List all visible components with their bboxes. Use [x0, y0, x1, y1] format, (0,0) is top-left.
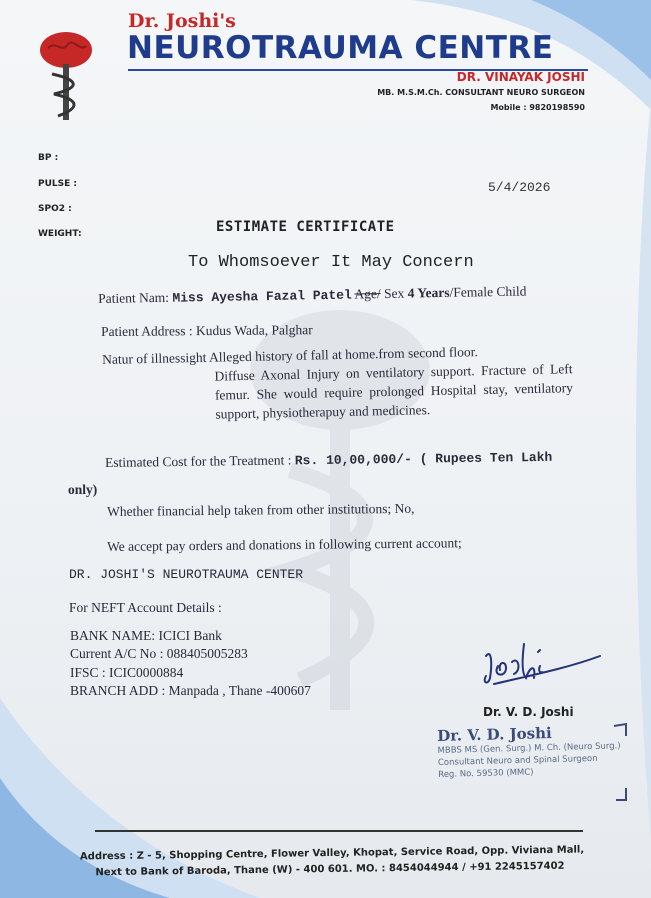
- footer-address-line1: Address : Z - 5, Shopping Centre, Flower Valley, Khopat, Service Road, Opp. Viviana Mall,: [79, 844, 585, 863]
- certificate-date: 5/4/2026: [488, 180, 551, 195]
- patient-name-label: Patient Nam:: [98, 289, 170, 306]
- accept-line: We accept pay orders and donations in following current account;: [107, 535, 462, 554]
- cost-value-continued: only): [68, 482, 98, 497]
- vital-pulse: PULSE :: [38, 179, 78, 189]
- brain-snake-logo-icon: [38, 30, 94, 122]
- stamp-name: Dr. V. D. Joshi: [437, 724, 552, 745]
- stamp-title: Consultant Neuro and Spinal Surgeon: [437, 753, 598, 768]
- doctor-name: DR. VINAYAK JOSHI: [456, 70, 585, 84]
- vital-spo2: SPO2 :: [38, 204, 72, 214]
- cost-line: [105, 449, 552, 471]
- illness-first-line: Natur of illnessight Alleged history of fall at home.from second floor.: [102, 344, 478, 367]
- account-name: DR. JOSHI'S NEUROTRAUMA CENTER: [69, 567, 304, 582]
- patient-gender: /Female Child: [449, 283, 527, 300]
- footer-address-line2: Next to Bank of Baroda, Thane (W) - 400 601. MO. : 8454044944 / +91 2245157402: [95, 860, 565, 879]
- salutation: To Whomsoever It May Concern: [188, 253, 474, 272]
- neft-heading: For NEFT Account Details :: [69, 600, 222, 615]
- stamp-qualifications: MBBS MS (Gen. Surg.) M. Ch. (Neuro Surg.): [437, 741, 621, 756]
- bank-branch: BRANCH ADD : Manpada , Thane -400607: [70, 683, 311, 698]
- bank-name: BANK NAME: ICICI Bank: [70, 628, 222, 643]
- patient-age: 4 Years: [407, 284, 450, 301]
- illness-description: [102, 340, 573, 426]
- stamp-registration: Reg. No. 59530 (MMC): [438, 767, 534, 780]
- patient-address-line: [101, 322, 313, 340]
- brand-title: NEUROTRAUMA CENTRE: [127, 30, 554, 66]
- patient-address-label: Patient Address :: [101, 323, 193, 339]
- sex-label: Sex: [380, 285, 408, 302]
- bank-ifsc: IFSC : ICIC0000884: [70, 665, 184, 680]
- vital-weight: WEIGHT:: [38, 229, 82, 239]
- patient-address-value: Kudus Wada, Palghar: [195, 322, 313, 339]
- cost-label: Estimated Cost for the Treatment :: [105, 452, 292, 470]
- doctor-qualifications: MB. M.S.M.Ch. CONSULTANT NEURO SURGEON: [377, 88, 585, 97]
- financial-help-line: Whether financial help taken from other institutions; No,: [107, 500, 415, 519]
- vital-bp: BP :: [38, 153, 59, 163]
- age-struck: Age/: [354, 286, 381, 302]
- doctor-mobile: Mobile : 9820198590: [490, 103, 585, 112]
- doctor-stamp: [437, 722, 621, 781]
- bank-account-number: Current A/C No : 088405005283: [70, 646, 248, 661]
- illness-details: Diffuse Axonal Injury on ventilatory support. Fracture of Left femur. She would require prolonged Hospital stay, ventilatory support, physiotherapuy and medicines.: [214, 361, 574, 422]
- brand-small: Dr. Joshi's: [128, 10, 236, 32]
- certificate-title: ESTIMATE CERTIFICATE: [216, 219, 395, 235]
- cost-value: Rs. 10,00,000/- ( Rupees Ten Lakh: [294, 449, 553, 469]
- signatory-name: Dr. V. D. Joshi: [483, 705, 574, 719]
- footer-rule: [95, 830, 583, 832]
- handwritten-signature: [478, 626, 608, 696]
- patient-name-value: Miss Ayesha Fazal Patel: [172, 287, 352, 306]
